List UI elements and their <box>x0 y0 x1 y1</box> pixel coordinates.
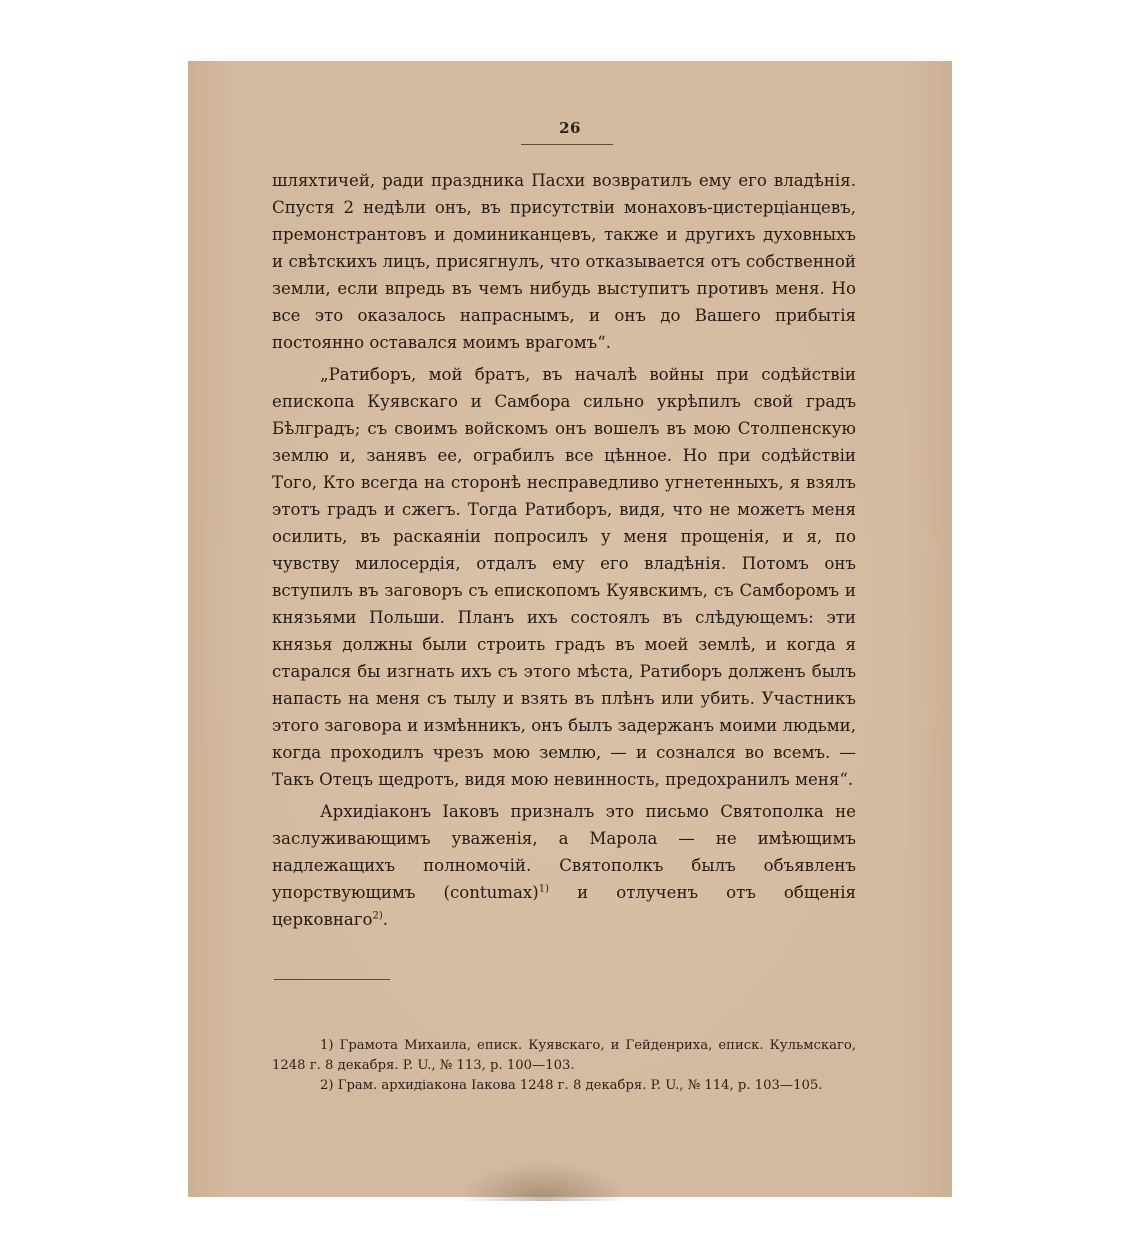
footnotes <box>272 1036 856 1096</box>
paragraph-1: шляхтичей, ради праздника Пасхи возвратилъ ему его владѣнія. Спустя 2 недѣли онъ, въ присутствіи монаховъ-цистерціанцевъ, премонстрантовъ и доминиканцевъ, также и другихъ духовныхъ и свѣтскихъ лицъ, присягнулъ, что отказывается отъ собственной земли, если впредь въ чемъ нибудь выступитъ противъ меня. Но все это оказалось напраснымъ, и онъ до Вашего прибытія постоянно оставался моимъ врагомъ“. <box>272 171 856 352</box>
footnote-1: 1) Грамота Михаила, еписк. Куявскаго, и Гейденриха, еписк. Кульмскаго, 1248 г. 8 декабря. P. U., № 113, p. 100—103. <box>272 1038 856 1073</box>
paragraph-2: „Ратиборъ, мой братъ, въ началѣ войны при содѣйствіи епископа Куявскаго и Самбора сильно укрѣпилъ свой градъ Бѣлградъ; съ своимъ войскомъ онъ вошелъ въ мою Столпенскую землю и, занявъ ее, ограбилъ все цѣнное. Но при содѣйствіи Того, Кто всегда на сторонѣ несправедливо угнетенныхъ, я взялъ этотъ градъ и сжегъ. Тогда Ратиборъ, видя, что не можетъ меня осилить, въ раскаяніи попросилъ у меня прощенія, и я, по чувству милосердія, отдалъ ему его владѣнія. Потомъ онъ вступилъ въ заговоръ съ епископомъ Куявскимъ, съ Самборомъ и князьями Польши. Планъ ихъ состоялъ въ слѣдующемъ: эти князья должны были строить градъ въ моей землѣ, и когда я старался бы изгнать ихъ съ этого мѣста, Ратиборъ долженъ былъ напасть на меня съ тылу и взять въ плѣнъ или убить. Участникъ этого заговора и измѣнникъ, онъ былъ задержанъ моими людьми, когда проходилъ чрезъ мою землю, — и сознался во всемъ. — Такъ Отецъ щедротъ, видя мою невинность, предохранилъ меня“. <box>272 365 856 789</box>
page-number: 26 <box>559 119 581 137</box>
main-text <box>272 167 856 933</box>
footnote-ref-2: 2) <box>372 910 383 922</box>
footnote-ref-1: 1) <box>538 883 550 895</box>
footnote-rule <box>274 979 390 980</box>
book-page <box>188 61 952 1197</box>
footnote-2: 2) Грам. архидіакона Іакова 1248 г. 8 декабря. P. U., № 114, p. 103—105. <box>320 1078 823 1093</box>
page-bottom-shadow <box>458 1161 628 1201</box>
page-number-rule <box>521 144 613 145</box>
paragraph-3-text-before: Архидіаконъ Іаковъ призналъ это письмо Святополка не заслуживающимъ уваженія, а Марола — не имѣющимъ надлежащихъ полномочій. Святополкъ былъ объявленъ упорствующимъ (contumax) <box>272 802 856 902</box>
paragraph-3 <box>272 798 856 933</box>
paragraph-3-text-mid: и отлученъ отъ общенія церковнаго <box>272 883 856 929</box>
paragraph-3-text-after: . <box>382 910 389 929</box>
